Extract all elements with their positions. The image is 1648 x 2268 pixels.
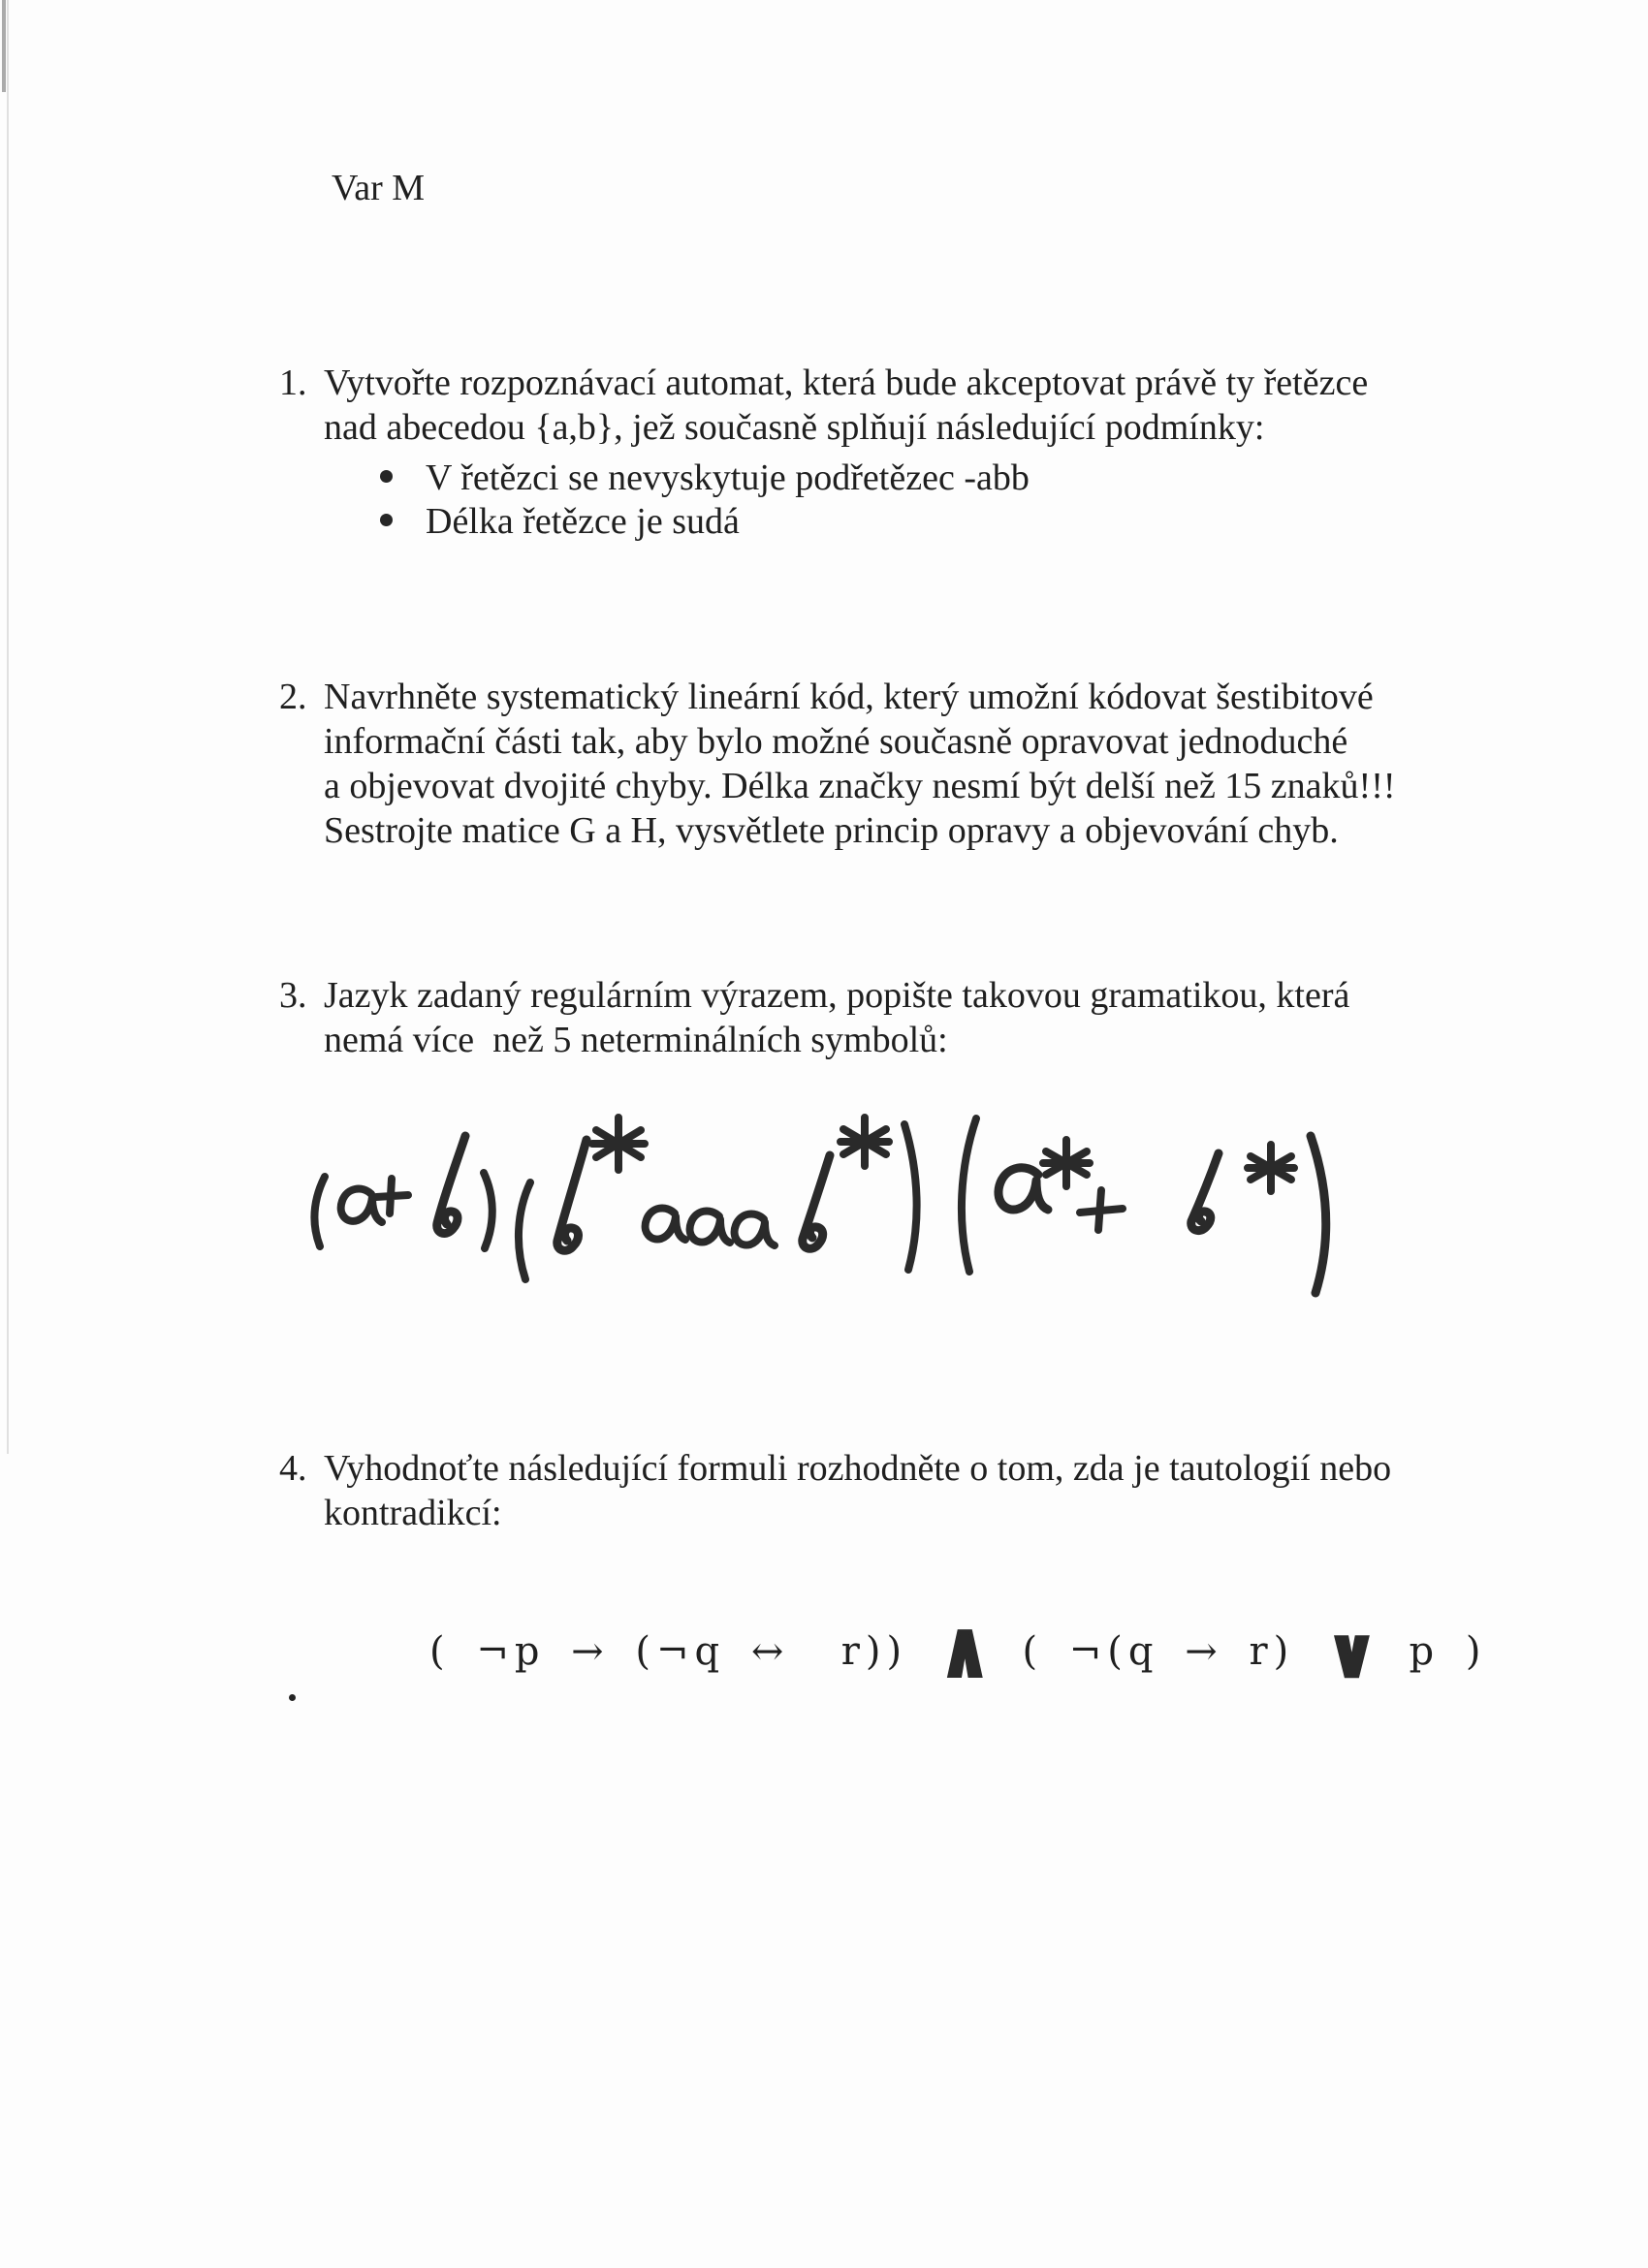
regex-open-paren-1 [314,1177,325,1246]
regex-open-paren-2 [519,1182,530,1279]
problem-4-number: 4. [279,1448,307,1489]
formula-right-part: p ) [1409,1629,1487,1674]
bullet-item [380,499,1368,543]
problem-4-text [324,1446,1391,1535]
regex-letter-a-5 [998,1168,1048,1210]
problem-1-number: 1. [279,362,307,403]
problem-2-line: a objevovat dvojité chyby. Délka značky nesmí být delší než 15 znaků!!! [324,766,1396,806]
regex-close-paren-3 [1311,1136,1326,1293]
regex-asterisk-2 [840,1118,889,1166]
handwritten-and-icon: ∧ [940,1604,990,1693]
regex-asterisk-4 [1248,1145,1294,1191]
regex-plus-2 [1080,1190,1123,1230]
problem-1-line: nad abecedou {a,b}, jež současně splňují následující podmínky: [324,407,1265,448]
scan-edge-artifact-dark [2,0,6,92]
bullet-text: Délka řetězce je sudá [426,501,740,542]
problem-2-number: 2. [279,677,307,717]
problem-2-line: Navrhněte systematický lineární kód, který umožní kódovat šestibitové [324,677,1374,717]
formula-left-part: ( ¬p → (¬q ↔ r)) [429,1629,908,1674]
problem-2-line: informační části tak, aby bylo možné současně opravovat jednoduché [324,721,1348,762]
problem-4-line: kontradikcí: [324,1493,502,1533]
bullet-dot-icon [380,470,393,483]
problem-3 [279,973,1349,1062]
problem-3-text [324,973,1349,1062]
regex-close-paren-2 [904,1124,917,1270]
regex-open-paren-3 [962,1118,976,1272]
regex-close-paren-1 [484,1173,492,1248]
bullet-item [380,456,1368,499]
regex-asterisk-1 [592,1118,645,1170]
regex-letter-b-1 [437,1136,465,1234]
problem-4 [279,1446,1391,1535]
formula-middle-part: ( ¬(q → r) [1022,1629,1295,1674]
problem-1-text [324,361,1368,543]
problem-1-line: Vytvořte rozpoznávací automat, která bude akceptovat právě ty řetězce [324,362,1369,403]
handwritten-regex [291,1093,1367,1318]
problem-2-line: Sestrojte matice G a H, vysvětlete princip opravy a objevování chyb. [324,810,1339,851]
stray-ink-dot [289,1694,296,1701]
regex-plus-1 [376,1179,408,1213]
handwritten-regex-svg [291,1093,1367,1318]
handwritten-or-icon: ∨ [1327,1614,1377,1692]
bullet-text: V řetězci se nevyskytuje podřetězec -abb [426,457,1030,498]
regex-letter-b-3 [803,1155,830,1248]
problem-3-number: 3. [279,975,307,1016]
problem-3-line: nemá více než 5 neterminálních symbolů: [324,1020,948,1060]
regex-letter-a-3 [690,1211,730,1243]
regex-letter-b-4 [1191,1153,1219,1231]
problem-2-text [324,675,1396,853]
regex-letter-b-2 [557,1140,586,1250]
regex-letter-a-2 [646,1208,685,1240]
problem-3-line: Jazyk zadaný regulárním výrazem, popište takovou gramatikou, která [324,975,1350,1016]
logic-formula [429,1604,1487,1702]
bullet-dot-icon [380,514,393,526]
regex-letter-a-4 [735,1213,775,1245]
regex-asterisk-3 [1043,1140,1090,1186]
problem-1 [279,361,1368,543]
variant-label: Var M [332,168,426,208]
problem-4-line: Vyhodnoťte následující formuli rozhodněte o tom, zda je tautologií nebo [324,1448,1392,1489]
problem-1-bullet-list [324,456,1368,543]
problem-2 [279,675,1396,853]
scan-edge-artifact-faint [7,0,9,1454]
